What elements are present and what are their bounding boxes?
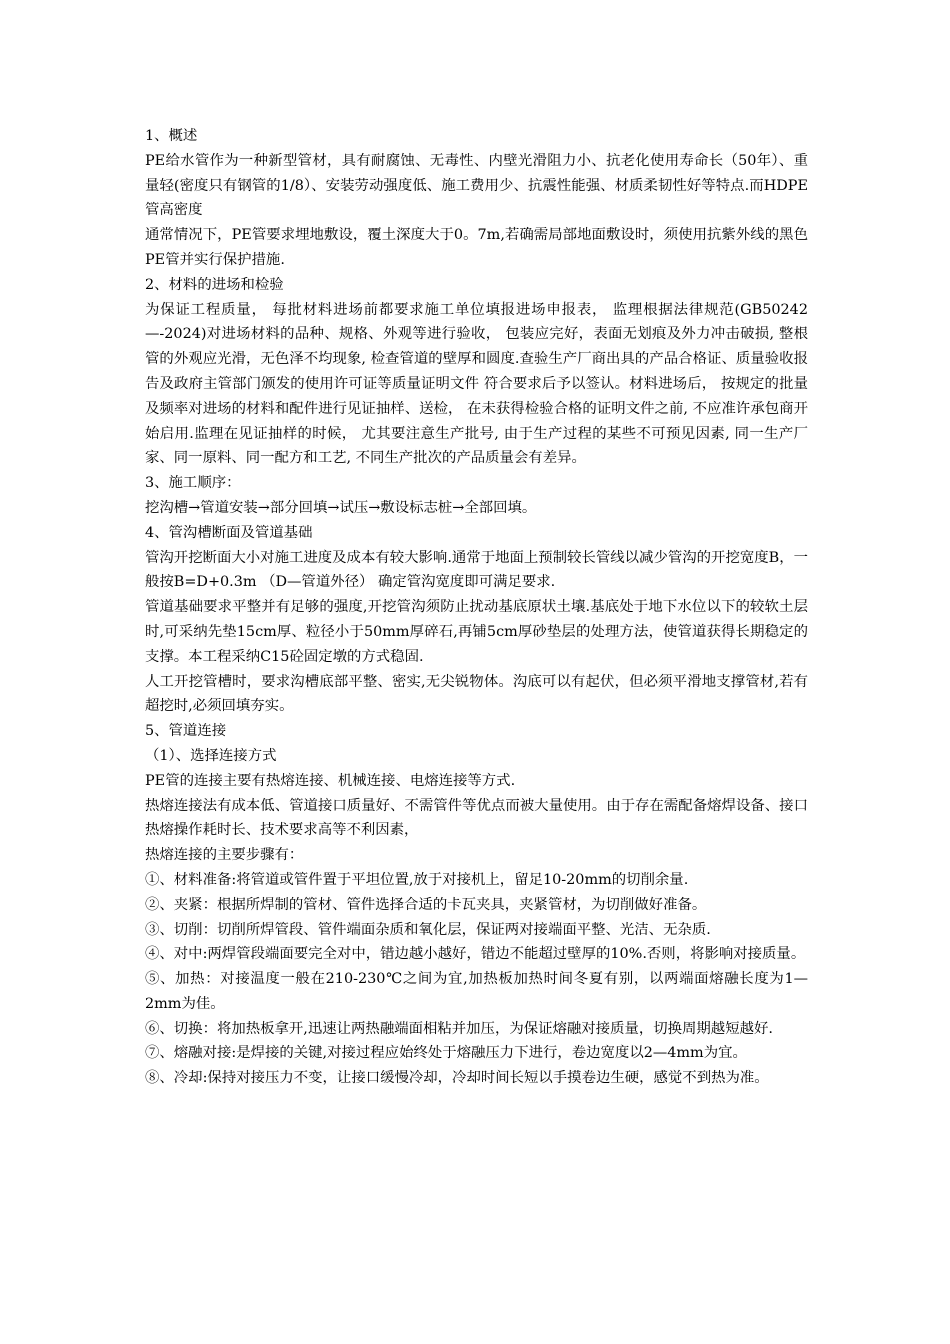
section-heading-overview: 1、概述: [145, 128, 198, 144]
section-heading-sequence: 3、施工顺序：: [145, 475, 241, 492]
paragraph-steps-intro: 热熔连接的主要步骤有：: [145, 847, 304, 864]
step-8: ⑧、冷却:保持对接压力不变，让接口缓慢冷却，冷却时间长短以手摸卷边生硬，感觉不到热为准。: [145, 1070, 769, 1087]
step-3: ③、切削：切削所焊管段、管件端面杂质和氧化层，保证两对接端面平整、光洁、无杂质.: [145, 921, 711, 938]
section-heading-trench: 4、管沟槽断面及管道基础: [145, 524, 313, 541]
step-2: ②、夹紧：根据所焊制的管材、管件选择合适的卡瓦夹具，夹紧管材，为切削做好准备。: [145, 896, 707, 913]
paragraph-trench-width: 管沟开挖断面大小对施工进度及成本有较大影响.通常于地面上预制较长管线以减少管沟的开挖宽度B，一般按B=D+0.3m （D—管道外径） 确定管沟宽度即可满足要求.: [145, 549, 808, 591]
paragraph-sequence: 挖沟槽→管道安装→部分回填→试压→敷设标志桩→全部回填。: [145, 499, 537, 516]
paragraph-connection-types: PE管的连接主要有热熔连接、机械连接、电熔连接等方式.: [145, 772, 516, 789]
paragraph-foundation: 管道基础要求平整并有足够的强度,开挖管沟须防止扰动基底原状土壤.基底处于地下水位以下的较软土层时,可采纳先垫15cm厚、粒径小于50mm厚碎石,再铺5cm厚砂垫层的处理方法，使管道获得长期稳定的支撑。本工程采纳C15砼固定墩的方式稳固.: [145, 599, 808, 665]
section-heading-materials: 2、材料的进场和检验: [145, 276, 284, 293]
step-7: ⑦、熔融对接:是焊接的关键,对接过程应始终处于熔融压力下进行，卷边宽度以2—4mm为宜。: [145, 1045, 747, 1062]
document-body: [145, 124, 808, 1091]
subsection-heading-method: （1）、选择连接方式: [145, 747, 277, 764]
paragraph-pe-intro: PE给水管作为一种新型管材，具有耐腐蚀、无毒性、内壁光滑阻力小、抗老化使用寿命长（50年）、重量轻(密度只有钢管的1/8）、安装劳动强度低、施工费用少、抗震性能强、材质柔韧性好等特点.而HDPE管高密度: [145, 152, 808, 219]
section-heading-connection: 5、管道连接: [145, 723, 227, 740]
step-6: ⑥、切换：将加热板拿开,迅速让两热融端面相粘并加压，为保证熔融对接质量，切换周期越短越好.: [145, 1020, 773, 1037]
paragraph-hot-melt: 热熔连接法有成本低、管道接口质量好、不需管件等优点而被大量使用。由于存在需配备熔焊设备、接口热熔操作耗时长、技术要求高等不利因素，: [145, 797, 808, 839]
step-5: ⑤、加热：对接温度一般在210-230℃之间为宜,加热板加热时间冬夏有别，以两端面熔融长度为1—2mm为佳。: [145, 971, 808, 1012]
paragraph-materials-inspection: 为保证工程质量， 每批材料进场前都要求施工单位填报进场申报表， 监理根据法律规范(GB50242—-2024)对进场材料的品种、规格、外观等进行验收， 包装应完好，表面无划痕及外力冲击破损, 整根管的外观应光滑，无色泽不均现象, 检查管道的壁厚和圆度.查验生产厂商出具的产品合格证、质量验收报告及政府主管部门颁发的使用许可证等质量证明文件 符合要求后予以签认。材料进场后， 按规定的批量及频率对进场的材料和配件进行见证抽样、送检， 在未获得检验合格的证明文件之前, 不应准许承包商开始启用.监理在见证抽样的时候， 尤其要注意生产批号, 由于生产过程的某些不可预见因素, 同一生产厂家、同一原料、同一配方和工艺, 不同生产批次的产品质量会有差异。: [145, 301, 808, 467]
step-1: ①、材料准备:将管道或管件置于平坦位置,放于对接机上，留足10-20mm的切削余量.: [145, 871, 689, 888]
paragraph-manual-excavation: 人工开挖管槽时，要求沟槽底部平整、密实,无尖锐物体。沟底可以有起伏，但必须平滑地支撑管材,若有超挖时,必须回填夯实。: [145, 673, 808, 715]
step-4: ④、对中:两焊管段端面要完全对中，错边越小越好，错边不能超过壁厚的10%.否则，将影响对接质量。: [145, 946, 806, 963]
paragraph-burial: 通常情况下，PE管要求埋地敷设，覆土深度大于0。7m,若确需局部地面敷设时，须使用抗紫外线的黑色PE管并实行保护措施.: [145, 227, 808, 268]
